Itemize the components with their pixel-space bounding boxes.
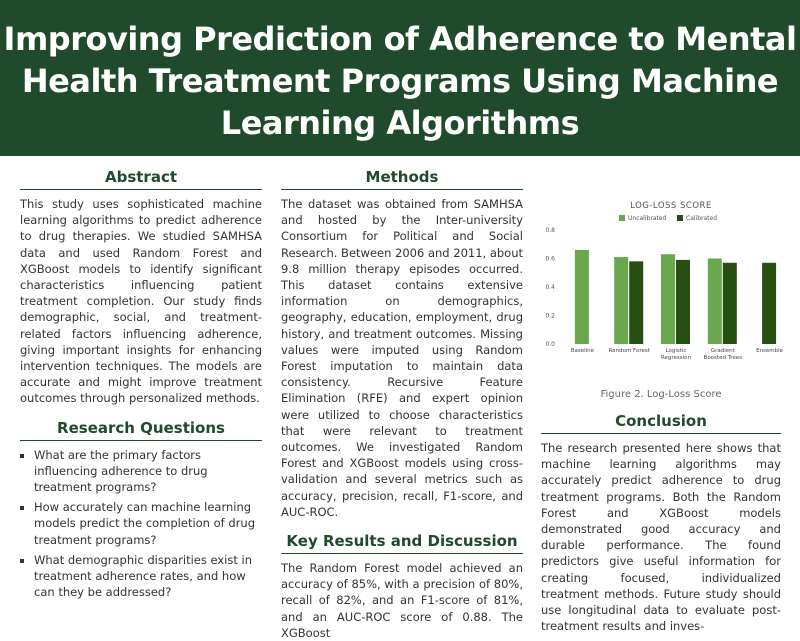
bar [708, 259, 722, 345]
methods-text: The dataset was obtained from SAMHSA and hosted by the Inter-university Consortium for Political and Social Research. Between 2006 and 2011, about 9.8 million therapy episodes occurred. This dataset contains extensive information on demographics, geography, education, employment, drug history, and treatment outcomes. Missing values were imputed using Random Forest imputation to maintain data consistency. Recursive Feature Elimination (RFE) and expert opinion were utilized to choose characteristics that were relevant to treatment outcomes. We investigated Random Forest and XGBoost models using cross-validation and several metrics such as accuracy, precision, recall, F1-score, and AUC-ROC. [281, 197, 524, 519]
legend-swatch [619, 215, 625, 221]
y-tick-label: 0.0 [545, 341, 555, 348]
y-tick-label: 0.8 [545, 227, 555, 234]
x-tick-label: Baseline [570, 348, 595, 354]
bar [676, 260, 690, 344]
bar [575, 250, 589, 344]
poster-title: Improving Prediction of Adherence to Mental Health Treatment Programs Using Machine Learning Algorithms [3, 20, 797, 142]
list-item: ▪ How accurately can machine learning models predict the completion of drug treatment programs? [34, 499, 262, 548]
x-tick-label: Ensemble [756, 348, 784, 354]
y-tick-label: 0.6 [545, 255, 555, 263]
middle-column [281, 168, 523, 641]
right-column [541, 196, 784, 634]
research-questions-list [20, 447, 262, 601]
key-results-text: The Random Forest model achieved an accuracy of 85%, with a precision of 80%, recall of 82%, and an F1-score of 81%, and an AUC-ROC score of 0.88. The XGBoost [281, 561, 523, 640]
legend-swatch [677, 215, 683, 221]
x-tick-label: Gradient Boosted Trees [703, 348, 743, 361]
conclusion-heading: Conclusion [541, 412, 781, 434]
left-column [20, 168, 262, 604]
chart-svg [541, 196, 800, 371]
legend-label: Uncalibrated [628, 215, 667, 222]
bar [723, 263, 737, 344]
x-tick-label: Random Forest [608, 348, 650, 354]
bar [661, 254, 675, 344]
list-item: ▪ What are the primary factors influencing adherence to drug treatment programs? [34, 447, 262, 496]
abstract-text: This study uses sophisticated machine learning algorithms to predict adherence to drug therapies. We studied SAMHSA data and used Random Forest and XGBoost models to identify significant characteristics influencing patient treatment completion. Our study finds demographic, social, and treatment-related factors influencing adherence, giving important insights for enhancing intervention techniques. The models are accurate and might improve treatment outcomes through personalized methods. [20, 197, 262, 406]
research-questions-heading: Research Questions [20, 419, 262, 441]
log-loss-chart [541, 196, 800, 401]
conclusion-text: The research presented here shows that machine learning algorithms may accurately predict adherence to drug treatment programs. Both the Random Forest and XGBoost models demonstrated good accuracy and durable performance. The found predictors give useful information for creating focused, individualized treatment methods. Future study should use longitudinal data to evaluate post-treatment results and inves- [541, 441, 781, 634]
y-tick-label: 0.4 [545, 284, 555, 291]
y-tick-label: 0.2 [545, 312, 555, 320]
x-tick-label: Logistic Regression [660, 348, 692, 361]
figure-caption: Figure 2. Log-Loss Score [600, 389, 722, 400]
legend-label: Calibrated [686, 215, 718, 222]
bar [629, 261, 643, 344]
key-results-heading: Key Results and Discussion [281, 532, 523, 554]
bar [614, 257, 628, 344]
list-item: ▪ What demographic disparities exist in treatment adherence rates, and how can they be addressed? [34, 552, 262, 601]
abstract-heading: Abstract [20, 168, 262, 190]
poster-header [0, 0, 800, 156]
chart-title: LOG-LOSS SCORE [630, 201, 712, 211]
bar [762, 263, 776, 344]
methods-heading: Methods [281, 168, 523, 190]
